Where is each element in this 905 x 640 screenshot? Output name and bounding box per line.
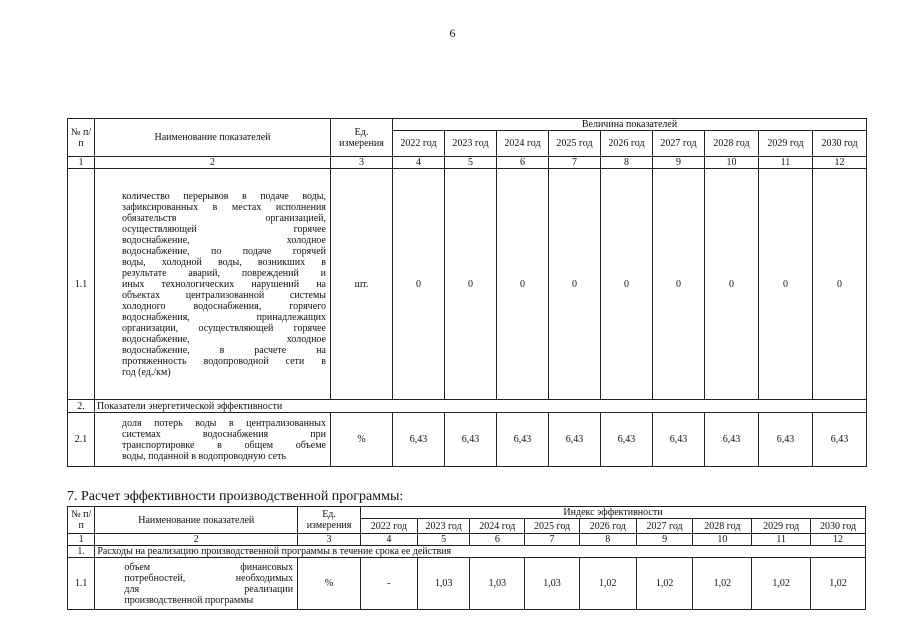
row-name-line: потребностей, необходимых <box>124 572 294 584</box>
row-name-line: обязательств организацией, <box>122 212 326 224</box>
col-number: 1 <box>68 534 95 546</box>
row-name-line: для реализации <box>124 583 294 595</box>
header-unit: Ед. измерения <box>298 507 361 534</box>
row-unit: шт. <box>331 169 393 400</box>
row-value: 1,02 <box>693 558 752 610</box>
row-name <box>95 169 331 400</box>
col-number: 12 <box>811 534 866 546</box>
row-value: 0 <box>393 169 445 400</box>
row-name-line: организации, осуществляющей горячее <box>122 322 326 334</box>
row-value: 6,43 <box>705 413 759 467</box>
table-row <box>68 169 867 400</box>
row-value: 0 <box>601 169 653 400</box>
row-value: 0 <box>813 169 867 400</box>
row-num: 1.1 <box>68 558 95 610</box>
row-name-line: водоснабжение, холодное <box>122 234 326 246</box>
section-row <box>68 546 866 558</box>
header-year: 2030 год <box>811 519 866 534</box>
header-year: 2022 год <box>360 519 417 534</box>
col-number: 1 <box>68 157 95 169</box>
col-number: 3 <box>331 157 393 169</box>
header-year: 2030 год <box>813 131 867 157</box>
header-values: Индекс эффективности <box>360 507 865 519</box>
row-name-line: результате аварий, повреждений и <box>122 267 326 279</box>
row-name-line: системах водоснабжения при <box>122 428 326 440</box>
row-name-line: водоснабжение, по подаче горячей <box>122 245 326 257</box>
header-year: 2022 год <box>393 131 445 157</box>
header-year: 2028 год <box>693 519 752 534</box>
row-value: 1,03 <box>525 558 580 610</box>
row-value: 1,02 <box>752 558 811 610</box>
row-unit: % <box>331 413 393 467</box>
row-value: 0 <box>759 169 813 400</box>
row-num: 2.1 <box>68 413 95 467</box>
col-number: 3 <box>298 534 361 546</box>
row-name-line: год (ед./км) <box>122 366 171 378</box>
row-name-line: иных технологических нарушений на <box>122 278 326 290</box>
row-value: 6,43 <box>497 413 549 467</box>
row-value: 6,43 <box>393 413 445 467</box>
row-value: 1,02 <box>811 558 866 610</box>
col-number: 5 <box>445 157 497 169</box>
page-number: 6 <box>449 26 456 40</box>
col-number: 12 <box>813 157 867 169</box>
row-value: 1,03 <box>417 558 470 610</box>
header-year: 2027 год <box>636 519 693 534</box>
row-value: 0 <box>705 169 759 400</box>
row-name-line: водоснабжения, принадлежащих <box>122 311 326 323</box>
row-value: 1,03 <box>470 558 525 610</box>
row-value: 6,43 <box>813 413 867 467</box>
row-value: 6,43 <box>653 413 705 467</box>
row-name-line: количество перерывов в подаче воды, <box>122 190 326 202</box>
header-num: № п/п <box>68 507 95 534</box>
section-heading: 7. Расчет эффективности производственной программы: <box>67 489 404 504</box>
indicators-table <box>67 118 867 467</box>
col-number: 7 <box>549 157 601 169</box>
row-name-line: объем финансовых <box>124 561 294 573</box>
header-year: 2027 год <box>653 131 705 157</box>
row-name-line: протяженность водопроводной сети в <box>122 355 326 367</box>
row-value: 1,02 <box>579 558 636 610</box>
row-name-line: зафиксированных в местах исполнения <box>122 201 326 213</box>
col-number: 2 <box>95 534 298 546</box>
header-year: 2029 год <box>759 131 813 157</box>
col-number: 8 <box>601 157 653 169</box>
row-name-line: осуществляющей горячее <box>122 223 326 235</box>
header-year: 2024 год <box>470 519 525 534</box>
col-number: 6 <box>497 157 549 169</box>
row-name-line: водоснабжение, в расчете на <box>122 344 326 356</box>
section-title: Расходы на реализацию производственной программы в течение срока ее действия <box>95 546 866 558</box>
row-name-line: холодного водоснабжения, горячего <box>122 300 326 312</box>
row-name-line: транспортировке в общем объеме <box>122 439 326 451</box>
header-values: Величина показателей <box>393 119 867 131</box>
col-number: 9 <box>653 157 705 169</box>
header-year: 2023 год <box>417 519 470 534</box>
col-number: 5 <box>417 534 470 546</box>
row-value: 0 <box>549 169 601 400</box>
header-year: 2026 год <box>579 519 636 534</box>
header-name: Наименование показателей <box>95 119 331 157</box>
col-number: 2 <box>95 157 331 169</box>
row-value: 0 <box>445 169 497 400</box>
row-name-line: водоснабжение, холодное <box>122 333 326 345</box>
row-name <box>95 558 298 610</box>
table-row <box>68 558 866 610</box>
row-name-line: объектах централизованной системы <box>122 289 326 301</box>
col-number: 4 <box>360 534 417 546</box>
header-year: 2025 год <box>549 131 601 157</box>
row-value: 6,43 <box>549 413 601 467</box>
row-value: 6,43 <box>601 413 653 467</box>
row-name-line: воды, поданной в водопроводную сеть <box>122 450 287 462</box>
header-name: Наименование показателей <box>95 507 298 534</box>
col-number: 9 <box>636 534 693 546</box>
col-number: 10 <box>705 157 759 169</box>
col-number: 11 <box>759 157 813 169</box>
row-name-line: доля потерь воды в централизованных <box>122 417 326 429</box>
header-num: № п/п <box>68 119 95 157</box>
table-row <box>68 413 867 467</box>
col-number: 6 <box>470 534 525 546</box>
row-value: 6,43 <box>759 413 813 467</box>
col-number: 4 <box>393 157 445 169</box>
row-unit: % <box>298 558 361 610</box>
header-year: 2026 год <box>601 131 653 157</box>
header-year: 2025 год <box>525 519 580 534</box>
section-title: Показатели энергетической эффективности <box>95 400 867 413</box>
col-number: 10 <box>693 534 752 546</box>
efficiency-table <box>67 506 866 610</box>
row-name-line: воды, холодной воды, возникших в <box>122 256 326 268</box>
row-value: 1,02 <box>636 558 693 610</box>
col-number: 7 <box>525 534 580 546</box>
row-name <box>95 413 331 467</box>
header-year: 2024 год <box>497 131 549 157</box>
header-year: 2028 год <box>705 131 759 157</box>
row-value: 0 <box>497 169 549 400</box>
col-number: 8 <box>579 534 636 546</box>
section-row <box>68 400 867 413</box>
header-unit: Ед. измерения <box>331 119 393 157</box>
header-year: 2029 год <box>752 519 811 534</box>
section-num: 1. <box>68 546 95 558</box>
section-num: 2. <box>68 400 95 413</box>
header-year: 2023 год <box>445 131 497 157</box>
row-num: 1.1 <box>68 169 95 400</box>
row-value: 6,43 <box>445 413 497 467</box>
row-name-line: производственной программы <box>124 594 254 606</box>
row-value: 0 <box>653 169 705 400</box>
col-number: 11 <box>752 534 811 546</box>
row-value: - <box>360 558 417 610</box>
